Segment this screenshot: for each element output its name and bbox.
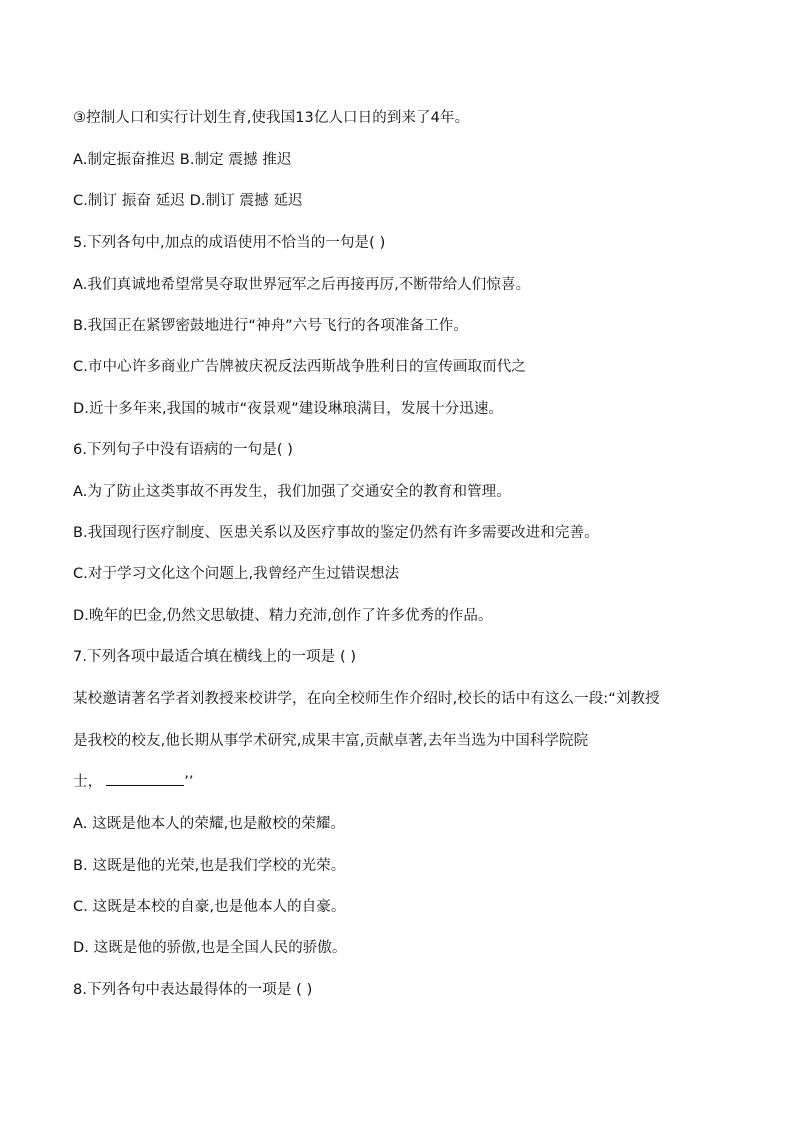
- question-7-option-d: D. 这既是他的骄傲,也是全国人民的骄傲。: [73, 940, 347, 956]
- question-6-option-b: B.我国现行医疗制度、医患关系以及医疗事故的鉴定仍然有许多需要改进和完善。: [73, 525, 599, 541]
- question-7-passage-line-1: 某校邀请著名学者刘教授来校讲学，在向全校师生作介绍时,校长的话中有这么一段:“刘教授: [73, 691, 660, 707]
- question-6-option-a: A.为了防止这类事故不再发生，我们加强了交通安全的教育和管理。: [73, 484, 511, 500]
- question-6-option-d: D.晚年的巴金,仍然文思敏捷、精力充沛,创作了许多优秀的作品。: [73, 608, 493, 624]
- closing-quote: ’’: [184, 774, 194, 790]
- question-5-option-d: D.近十多年来,我国的城市“夜景观”建设琳琅满目，发展十分迅速。: [73, 401, 504, 417]
- question-7-stem: 7.下列各项中最适合填在横线上的一项是 ( ): [73, 649, 357, 665]
- passage-end-text: 士，: [73, 774, 103, 790]
- question-6-stem: 6.下列句子中没有语病的一句是( ): [73, 442, 294, 458]
- answer-blank: [106, 772, 184, 786]
- question-4-option-cd: C.制订 振奋 延迟 D.制订 震撼 延迟: [73, 193, 303, 209]
- question-7-passage-line-2: 是我校的校友,他长期从事学术研究,成果丰富,贡献卓著,去年当选为中国科学院院: [73, 733, 589, 749]
- question-7-passage-line-3: [73, 772, 753, 792]
- question-8-stem: 8.下列各句中表达最得体的一项是 ( ): [73, 982, 313, 998]
- question-7-option-b: B. 这既是他的光荣,也是我们学校的光荣。: [73, 858, 346, 874]
- question-4-sentence-3: ③控制人口和实行计划生育,使我国13亿人口日的到来了4年。: [73, 110, 470, 126]
- question-7-option-a: A. 这既是他本人的荣耀,也是敝校的荣耀。: [73, 816, 346, 832]
- question-5-option-c: C.市中心许多商业广告牌被庆祝反法西斯战争胜利日的宣传画取而代之: [73, 359, 526, 375]
- question-5-stem: 5.下列各句中,加点的成语使用不恰当的一句是( ): [73, 235, 386, 251]
- question-5-option-b: B.我国正在紧锣密鼓地进行“神舟”六号飞行的各项准备工作。: [73, 318, 468, 334]
- question-4-option-ab: A.制定振奋推迟 B.制定 震撼 推迟: [73, 152, 292, 168]
- question-7-option-c: C. 这既是本校的自豪,也是他本人的自豪。: [73, 899, 346, 915]
- question-6-option-c: C.对于学习文化这个问题上,我曾经产生过错误想法: [73, 566, 400, 582]
- question-5-option-a: A.我们真诚地希望常昊夺取世界冠军之后再接再厉,不断带给人们惊喜。: [73, 277, 531, 293]
